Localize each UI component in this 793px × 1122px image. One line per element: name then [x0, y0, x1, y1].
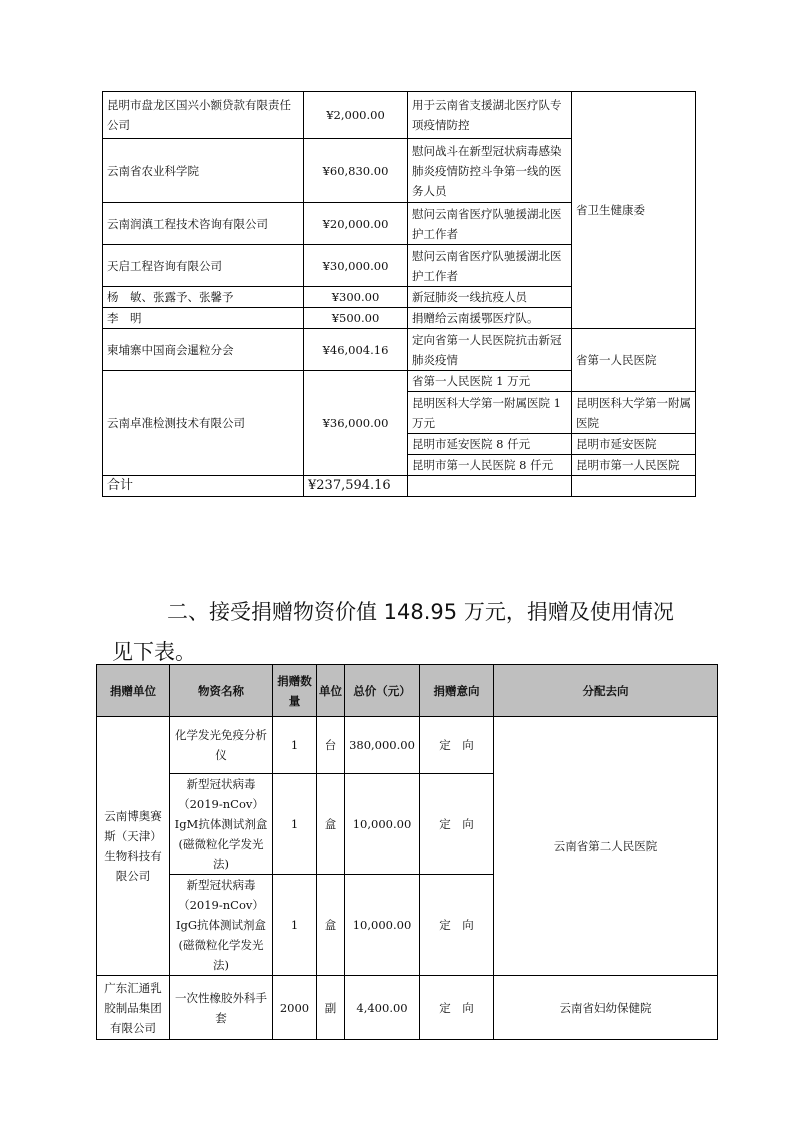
quantity-cell: 2000 [273, 976, 317, 1040]
item-name-cell: 新型冠状病毒（2019-nCov）IgG抗体测试剂盒(磁微粒化学发光法) [170, 875, 273, 976]
amount-cell: ¥30,000.00 [304, 245, 408, 287]
destination-cell: 云南省第二人民医院 [494, 717, 718, 976]
header-quantity: 捐赠数量 [273, 665, 317, 717]
donor-cell: 云南省农业科学院 [103, 139, 304, 203]
intent-cell: 定 向 [420, 774, 494, 875]
destination-cell: 云南省妇幼保健院 [494, 976, 718, 1040]
header-destination: 分配去向 [494, 665, 718, 717]
donor-cell: 广东汇通乳胶制品集团有限公司 [97, 976, 170, 1040]
price-cell: 10,000.00 [345, 875, 420, 976]
donor-cell: 云南卓准检测技术有限公司 [103, 371, 304, 476]
price-cell: 10,000.00 [345, 774, 420, 875]
purpose-cell: 慰问云南省医疗队驰援湖北医护工作者 [408, 245, 572, 287]
empty-cell [408, 476, 572, 497]
unit-cell: 盒 [317, 875, 345, 976]
amount-cell: ¥20,000.00 [304, 203, 408, 245]
quantity-cell: 1 [273, 875, 317, 976]
purpose-cell: 慰问战斗在新型冠状病毒感染肺炎疫情防控斗争第一线的医务人员 [408, 139, 572, 203]
donor-cell: 李 明 [103, 308, 304, 329]
unit-cell: 副 [317, 976, 345, 1040]
total-label: 合计 [103, 476, 304, 497]
heading-line-1: 二、接受捐赠物资价值 148.95 万元，捐赠及使用情况 [167, 600, 674, 624]
empty-cell [572, 476, 696, 497]
material-donation-table [96, 664, 718, 1040]
item-name-cell: 化学发光免疫分析仪 [170, 717, 273, 774]
amount-cell: ¥36,000.00 [304, 371, 408, 476]
purpose-cell: 用于云南省支援湖北医疗队专项疫情防控 [408, 92, 572, 139]
recipient-cell: 昆明市延安医院 [572, 434, 696, 455]
amount-cell: ¥300.00 [304, 287, 408, 308]
purpose-cell: 昆明市第一人民医院 8 仟元 [408, 455, 572, 476]
purpose-cell: 昆明医科大学第一附属医院 1 万元 [408, 392, 572, 434]
amount-cell: ¥500.00 [304, 308, 408, 329]
donor-cell: 昆明市盘龙区国兴小额贷款有限责任公司 [103, 92, 304, 139]
intent-cell: 定 向 [420, 976, 494, 1040]
unit-cell: 盒 [317, 774, 345, 875]
amount-cell: ¥46,004.16 [304, 329, 408, 371]
header-unit: 单位 [317, 665, 345, 717]
header-total-price: 总价（元） [345, 665, 420, 717]
item-name-cell: 一次性橡胶外科手套 [170, 976, 273, 1040]
purpose-cell: 新冠肺炎一线抗疫人员 [408, 287, 572, 308]
header-donor: 捐赠单位 [97, 665, 170, 717]
purpose-cell: 昆明市延安医院 8 仟元 [408, 434, 572, 455]
recipient-cell: 省第一人民医院 [572, 329, 696, 392]
purpose-cell: 省第一人民医院 1 万元 [408, 371, 572, 392]
quantity-cell: 1 [273, 717, 317, 774]
unit-cell: 台 [317, 717, 345, 774]
section-heading [112, 592, 712, 672]
total-amount: ¥237,594.16 [304, 476, 408, 497]
heading-line-2: 见下表。 [112, 640, 196, 664]
price-cell: 4,400.00 [345, 976, 420, 1040]
donor-cell: 云南润滇工程技术咨询有限公司 [103, 203, 304, 245]
recipient-cell: 昆明医科大学第一附属医院 [572, 392, 696, 434]
purpose-cell: 定向省第一人民医院抗击新冠肺炎疫情 [408, 329, 572, 371]
intent-cell: 定 向 [420, 717, 494, 774]
donor-cell: 云南博奥赛斯（天津）生物科技有限公司 [97, 717, 170, 976]
amount-cell: ¥60,830.00 [304, 139, 408, 203]
header-item-name: 物资名称 [170, 665, 273, 717]
purpose-cell: 捐赠给云南援鄂医疗队。 [408, 308, 572, 329]
recipient-cell: 昆明市第一人民医院 [572, 455, 696, 476]
amount-cell: ¥2,000.00 [304, 92, 408, 139]
header-intent: 捐赠意向 [420, 665, 494, 717]
recipient-cell: 省卫生健康委 [572, 92, 696, 329]
donor-cell: 杨 敏、张露予、张馨予 [103, 287, 304, 308]
purpose-cell: 慰问云南省医疗队驰援湖北医护工作者 [408, 203, 572, 245]
donor-cell: 柬埔寨中国商会暹粒分会 [103, 329, 304, 371]
intent-cell: 定 向 [420, 875, 494, 976]
price-cell: 380,000.00 [345, 717, 420, 774]
cash-donation-table [102, 91, 696, 497]
donor-cell: 天启工程咨询有限公司 [103, 245, 304, 287]
item-name-cell: 新型冠状病毒（2019-nCov）IgM抗体测试剂盒(磁微粒化学发光法) [170, 774, 273, 875]
quantity-cell: 1 [273, 774, 317, 875]
